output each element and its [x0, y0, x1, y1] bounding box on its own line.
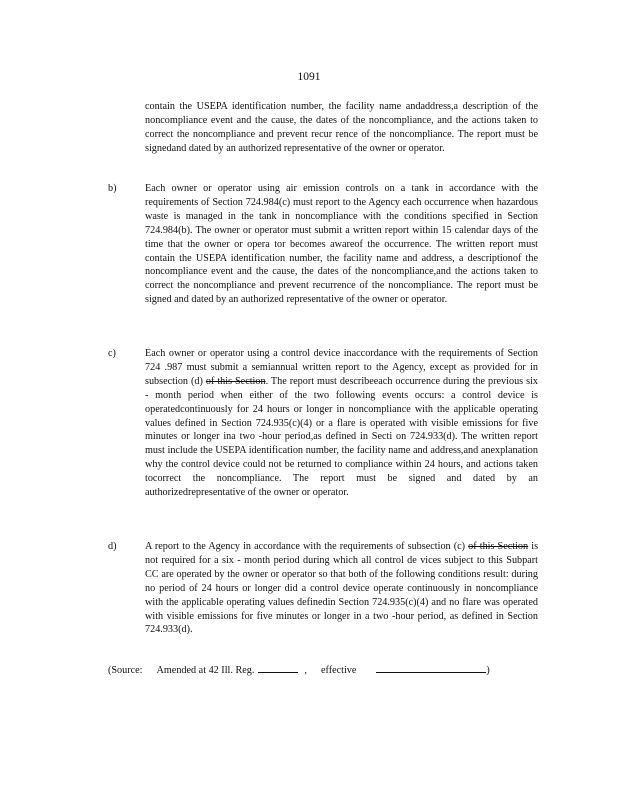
subsection-d-label: d) [108, 541, 117, 552]
source-amended: Amended [156, 665, 197, 676]
subsection-d-text-after: is not required for a six - month period during which all control de vices subject to this Subpart CC are operated by the owner or operator so that both of the following conditions result: during no period of 24 hours or longer did a control device operate continuously in noncompliance with the applicable operating values definedin Section 724.935(c)(4) and no flare was operated with visible emissions for five minutes or longer in a two -hour period, as defined in Section 724.933(d). [145, 541, 539, 636]
page-number: 1091 [297, 71, 321, 83]
source-note [108, 662, 490, 678]
subsection-b-label: b) [108, 183, 117, 194]
subsection-d-deleted-text: of this Section [468, 541, 529, 552]
subsection-c-deleted-text: of this Section [205, 375, 266, 387]
source-suffix: ) [486, 665, 490, 676]
source-comma: , [304, 665, 307, 676]
subsection-c-label: c) [108, 348, 116, 359]
subsection-b-text: Each owner or operator using air emission controls on a tank in accordance with the requirements of Section 724.984(c) must report to the Agency each occurrence when hazardous waste is managed in the tank in noncompliance with the conditions specified in Section 724.984(b). The owner or operator must submit a written report within 15 calendar days of the time that the owner or opera tor becomes awareof the occurrence. The written report must contain the USEPA identification number, the facility name and address, a descriptionof the noncompliance event and the cause, the dates of the noncompliance,and the actions taken to correct the noncompliance and prevent recurrence of the noncompliance. The report must be signed and dated by an authorized representative of the owner or operator. [145, 183, 538, 306]
source-effective: effective [320, 665, 357, 676]
source-prefix: (Source: [108, 665, 143, 676]
subsection-c-text-before: Each owner or operator using a control device inaccordance with the requirements of Section 724 .987 must submit a semiannual written report to the Agency, except as provided for in subsection (d) [145, 348, 538, 387]
effective-date-blank [376, 662, 486, 673]
subsection-c-text [145, 347, 538, 500]
register-page-blank [258, 662, 298, 673]
subsection-d-text [145, 540, 538, 637]
source-register-ref: at 42 Ill. Reg. [198, 665, 255, 676]
continuation-paragraph: contain the USEPA identification number, the facility name andaddress,a description of the noncompliance event and the cause, the dates of the noncompliance, and the actions taken to correct the noncompliance and prevent recur rence of the noncompliance. The report must be signedand dated by an authorized representative of the owner or operator. [145, 101, 538, 154]
subsection-d-text-before: A report to the Agency in accordance with the requirements of subsection (c) [145, 541, 466, 552]
subsection-c-text-after: . The report must describeeach occurrence during the previous six - month period when either of the two following events occurs: a control device is operatedcontinuously for 24 hours or longer in noncompliance with the applicable operating values defined in Section 724.935(c)(4) or a flare is operated with visible emissions for five minutes or longer ina two -hour period,as defined in Secti on 724.933(d). The written report must include the USEPA identification number, the facility name and address,and anexplanation why the control device could not be returned to compliance within 24 hours, and actions taken tocorrect the noncompliance. The report must be signed and dated by an authorizedrepresentative of the owner or operator. [145, 375, 539, 499]
